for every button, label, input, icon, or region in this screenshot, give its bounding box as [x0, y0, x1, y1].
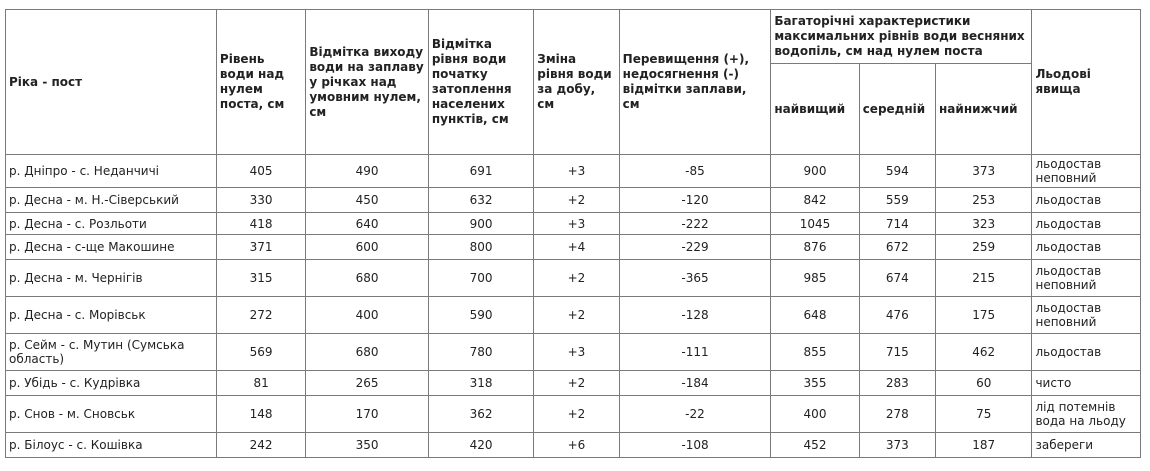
cell-min: 373: [936, 155, 1032, 188]
table-row: [6, 260, 1141, 297]
cell-level: 330: [216, 188, 305, 213]
cell-excess: -22: [619, 396, 771, 433]
cell-max: 985: [771, 260, 859, 297]
cell-min: 175: [936, 297, 1032, 334]
cell-ice: лід потемнів вода на льоду: [1032, 396, 1141, 433]
cell-settlement: 632: [428, 188, 533, 213]
header-floodplain: Відмітка виходу води на заплаву у річках над умовним нулем, см: [306, 10, 429, 155]
cell-ice: льодостав неповний: [1032, 297, 1141, 334]
cell-change: +2: [534, 297, 619, 334]
cell-settlement: 590: [428, 297, 533, 334]
cell-min: 253: [936, 188, 1032, 213]
cell-avg: 715: [859, 334, 935, 371]
cell-max: 355: [771, 371, 859, 396]
cell-excess: -365: [619, 260, 771, 297]
cell-river-post: р. Убідь - с. Кудрівка: [6, 371, 217, 396]
header-max: найвищий: [771, 64, 859, 155]
cell-min: 259: [936, 235, 1032, 260]
cell-floodplain: 490: [306, 155, 429, 188]
header-ice: Льодові явища: [1032, 10, 1141, 155]
cell-change: +2: [534, 371, 619, 396]
cell-floodplain: 680: [306, 260, 429, 297]
cell-level: 405: [216, 155, 305, 188]
table-row: [6, 371, 1141, 396]
cell-level: 242: [216, 433, 305, 458]
cell-floodplain: 350: [306, 433, 429, 458]
header-level: Рівень води над нулем поста, см: [216, 10, 305, 155]
header-min: найнижчий: [936, 64, 1032, 155]
cell-river-post: р. Дніпро - с. Неданчичі: [6, 155, 217, 188]
cell-river-post: р. Сейм - с. Мутин (Сумська область): [6, 334, 217, 371]
cell-excess: -85: [619, 155, 771, 188]
cell-settlement: 691: [428, 155, 533, 188]
cell-change: +2: [534, 188, 619, 213]
cell-settlement: 420: [428, 433, 533, 458]
cell-ice: льодостав: [1032, 188, 1141, 213]
cell-level: 371: [216, 235, 305, 260]
header-excess: Перевищення (+), недосягнення (-) відмітки заплави, см: [619, 10, 771, 155]
cell-ice: льодостав неповний: [1032, 260, 1141, 297]
cell-min: 60: [936, 371, 1032, 396]
cell-ice: льодостав: [1032, 235, 1141, 260]
cell-river-post: р. Снов - м. Сновськ: [6, 396, 217, 433]
cell-avg: 476: [859, 297, 935, 334]
cell-ice: чисто: [1032, 371, 1141, 396]
cell-max: 855: [771, 334, 859, 371]
cell-level: 81: [216, 371, 305, 396]
header-multiyear: Багаторічні характеристики максимальних рівнів води весняних водопіль, см над нулем поста: [771, 10, 1032, 64]
cell-avg: 594: [859, 155, 935, 188]
table-row: [6, 155, 1141, 188]
cell-min: 462: [936, 334, 1032, 371]
cell-floodplain: 640: [306, 213, 429, 235]
cell-min: 323: [936, 213, 1032, 235]
table-row: [6, 188, 1141, 213]
cell-settlement: 318: [428, 371, 533, 396]
cell-level: 418: [216, 213, 305, 235]
cell-avg: 283: [859, 371, 935, 396]
header-avg: середній: [859, 64, 935, 155]
header-change: Зміна рівня води за добу, см: [534, 10, 619, 155]
header-river-post: Ріка - пост: [6, 10, 217, 155]
cell-settlement: 700: [428, 260, 533, 297]
cell-avg: 559: [859, 188, 935, 213]
cell-ice: забереги: [1032, 433, 1141, 458]
cell-change: +2: [534, 260, 619, 297]
cell-excess: -222: [619, 213, 771, 235]
header-settlement: Відмітка рівня води початку затоплення населених пунктів, см: [428, 10, 533, 155]
cell-excess: -108: [619, 433, 771, 458]
cell-excess: -184: [619, 371, 771, 396]
cell-min: 187: [936, 433, 1032, 458]
table-row: [6, 235, 1141, 260]
cell-floodplain: 680: [306, 334, 429, 371]
cell-river-post: р. Десна - с. Морівськ: [6, 297, 217, 334]
cell-min: 75: [936, 396, 1032, 433]
cell-river-post: р. Десна - с. Розльоти: [6, 213, 217, 235]
cell-max: 842: [771, 188, 859, 213]
cell-max: 1045: [771, 213, 859, 235]
cell-floodplain: 170: [306, 396, 429, 433]
cell-max: 648: [771, 297, 859, 334]
cell-avg: 278: [859, 396, 935, 433]
cell-level: 148: [216, 396, 305, 433]
cell-level: 315: [216, 260, 305, 297]
cell-change: +3: [534, 334, 619, 371]
cell-max: 452: [771, 433, 859, 458]
cell-excess: -111: [619, 334, 771, 371]
cell-change: +3: [534, 155, 619, 188]
cell-excess: -128: [619, 297, 771, 334]
table-row: [6, 213, 1141, 235]
cell-settlement: 900: [428, 213, 533, 235]
cell-max: 900: [771, 155, 859, 188]
cell-max: 400: [771, 396, 859, 433]
cell-excess: -120: [619, 188, 771, 213]
cell-river-post: р. Десна - с-ще Макошине: [6, 235, 217, 260]
cell-avg: 373: [859, 433, 935, 458]
cell-settlement: 362: [428, 396, 533, 433]
cell-change: +4: [534, 235, 619, 260]
cell-floodplain: 600: [306, 235, 429, 260]
cell-avg: 672: [859, 235, 935, 260]
cell-ice: льодостав: [1032, 213, 1141, 235]
cell-river-post: р. Десна - м. Чернігів: [6, 260, 217, 297]
cell-settlement: 800: [428, 235, 533, 260]
table-row: [6, 433, 1141, 458]
cell-change: +3: [534, 213, 619, 235]
cell-change: +6: [534, 433, 619, 458]
table-row: [6, 396, 1141, 433]
cell-avg: 714: [859, 213, 935, 235]
cell-level: 272: [216, 297, 305, 334]
hydro-table: [5, 9, 1141, 458]
cell-max: 876: [771, 235, 859, 260]
cell-ice: льодостав: [1032, 334, 1141, 371]
cell-river-post: р. Десна - м. Н.-Сіверський: [6, 188, 217, 213]
cell-ice: льодостав неповний: [1032, 155, 1141, 188]
cell-settlement: 780: [428, 334, 533, 371]
cell-river-post: р. Білоус - с. Кошівка: [6, 433, 217, 458]
cell-floodplain: 265: [306, 371, 429, 396]
cell-floodplain: 400: [306, 297, 429, 334]
cell-min: 215: [936, 260, 1032, 297]
cell-avg: 674: [859, 260, 935, 297]
table-row: [6, 334, 1141, 371]
cell-change: +2: [534, 396, 619, 433]
table-row: [6, 297, 1141, 334]
cell-level: 569: [216, 334, 305, 371]
cell-floodplain: 450: [306, 188, 429, 213]
cell-excess: -229: [619, 235, 771, 260]
